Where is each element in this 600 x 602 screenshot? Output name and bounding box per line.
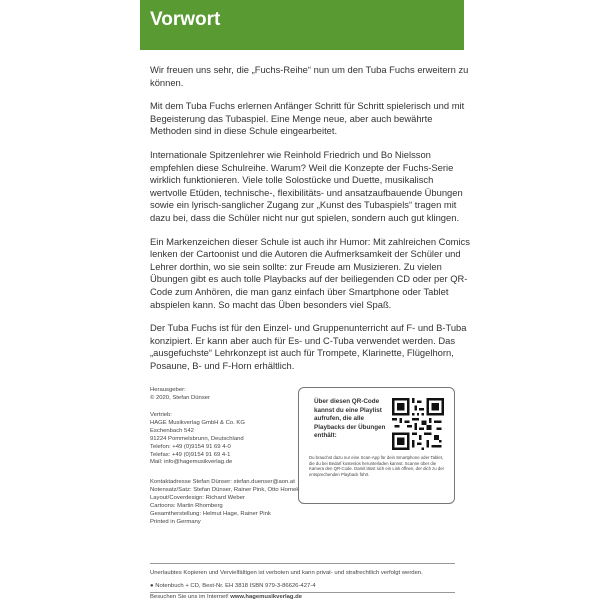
distribution-line: 91224 Pommelsbrunn, Deutschland <box>150 435 244 442</box>
qr-line: aufrufen, die alle <box>314 415 365 423</box>
distribution-line: Telefon: +49 (0)9154 91 69 4-0 <box>150 443 231 450</box>
qr-info-box <box>298 387 455 504</box>
order-info <box>150 583 315 591</box>
credit-line: Gesamtherstellung: Helmut Hage, Rainer Pink <box>150 510 271 517</box>
cd-icon: ● <box>150 583 154 589</box>
qr-instructions <box>314 398 385 441</box>
distribution-block <box>150 412 245 467</box>
divider <box>150 563 455 564</box>
credit-line: Cartoons: Martin Rhomberg <box>150 502 223 509</box>
credit-line: Kontaktadresse Stefan Dünser: stefan.duenser@aon.at <box>150 479 295 485</box>
distribution-line: Eschenbach 542 <box>150 427 194 434</box>
credits-block <box>150 479 299 526</box>
credit-line: Layout/Coverdesign: Richard Weber <box>150 494 245 501</box>
publisher-block <box>150 387 210 403</box>
distribution-line: Mail: info@hagemusikverlag.de <box>150 459 233 466</box>
distribution-heading: Vertrieb: <box>150 412 172 418</box>
credit-line: Notensatz/Satz: Stefan Dünser, Rainer Pink, Otto Hornek <box>150 486 300 493</box>
divider <box>150 592 455 593</box>
qr-code-icon[interactable] <box>392 398 444 450</box>
paragraph: Mit dem Tuba Fuchs erlernen Anfänger Schritt für Schritt spielerisch und mit Begeisterung das Tubaspiel. Eine Menge neue, aber auch bewährte Methoden sind in diese Schule eingearbeitet. <box>150 100 465 137</box>
paragraph: Der Tuba Fuchs ist für den Einzel- und Gruppenunterricht auf F- und B-Tuba konzipiert. Er kann aber auch für Es- und C-Tuba verwendet werden. Das „ausgefuchste“ Lehrkonzept ist auch für Trompete, Klarinette, Flügelhorn, Posaune, B- und F-Horn erhältlich. <box>150 322 467 371</box>
qr-line: kannst du eine Playlist <box>314 406 382 414</box>
qr-line: Playbacks der Übungen <box>314 423 386 431</box>
paragraph: Internationale Spitzenlehrer wie Reinhold Friedrich und Bo Nielsson empfehlen diese Schulreihe. Warum? Weil die Konzepte der Fuchs-Serie wirklich funktionieren. Viele tolle Solostücke und Duette, musikalisch wertvolle Etüden, technische-, flexibilitäts- und ansatzaufbauende Übungen sowie ein lyrisch-sanglicher Zugang zur „Kunst des Tubaspiels“ tragen mit dazu bei, dass die Schüler nicht nur gut spielen, sondern auch gut klingen. <box>150 148 463 223</box>
website-line <box>150 594 302 602</box>
distribution-line: Telefax: +49 (0)9154 91 69 4-1 <box>150 451 231 458</box>
credit-line: Printed in Germany <box>150 518 201 525</box>
qr-note: Du brauchst dazu nur eine Scan-App für dein Smartphone oder Tablet, die du bei Bedarf kostenlos herunterladen kannst. Scanne über die Kamera den QR-Code. Damit lässt sich ein Link öffnen, der dich zu der entsprechenden Playback führt. <box>309 455 445 478</box>
preface-body <box>150 64 470 383</box>
legal-notice: Unerlaubtes Kopieren und Vervielfältigen ist verboten und kann privat- und strafrechtlich verfolgt werden. <box>150 570 423 576</box>
copyright-line: © 2020, Stefan Dünser <box>150 394 211 401</box>
page-title: Vorwort <box>150 9 221 30</box>
order-text: Notenbuch + CD, Best-Nr. EH 3818 ISBN 979-3-86626-427-4 <box>155 583 316 589</box>
website-prefix: Besuchen Sie uns im Internet! <box>150 594 231 600</box>
paragraph: Ein Markenzeichen dieser Schule ist auch ihr Humor: Mit zahlreichen Comics lenken der Cartoonist und die Autoren die Aufmerksamkeit der Schüler und Lehrer dorthin, wo sie sein sollte: zur Freude am Musizieren. Zu vielen Übungen gibt es auch tolle Playbacks auf der beiliegenden CD oder per QR-Code zum Anhören, die man ganz einfach über Smartphone oder Tablet abspielen kann. So macht das Üben besonders viel Spaß. <box>150 235 470 310</box>
website-link[interactable]: www.hagemusikverlag.de <box>230 594 303 600</box>
qr-line: enthält: <box>314 432 337 440</box>
paragraph: Wir freuen uns sehr, die „Fuchs-Reihe“ nun um den Tuba Fuchs erweitern zu können. <box>150 64 469 88</box>
distribution-line: HAGE Musikverlag GmbH & Co. KG <box>150 419 245 426</box>
qr-line: Über diesen QR-Code <box>314 398 380 405</box>
publisher-heading: Herausgeber: <box>150 387 186 393</box>
